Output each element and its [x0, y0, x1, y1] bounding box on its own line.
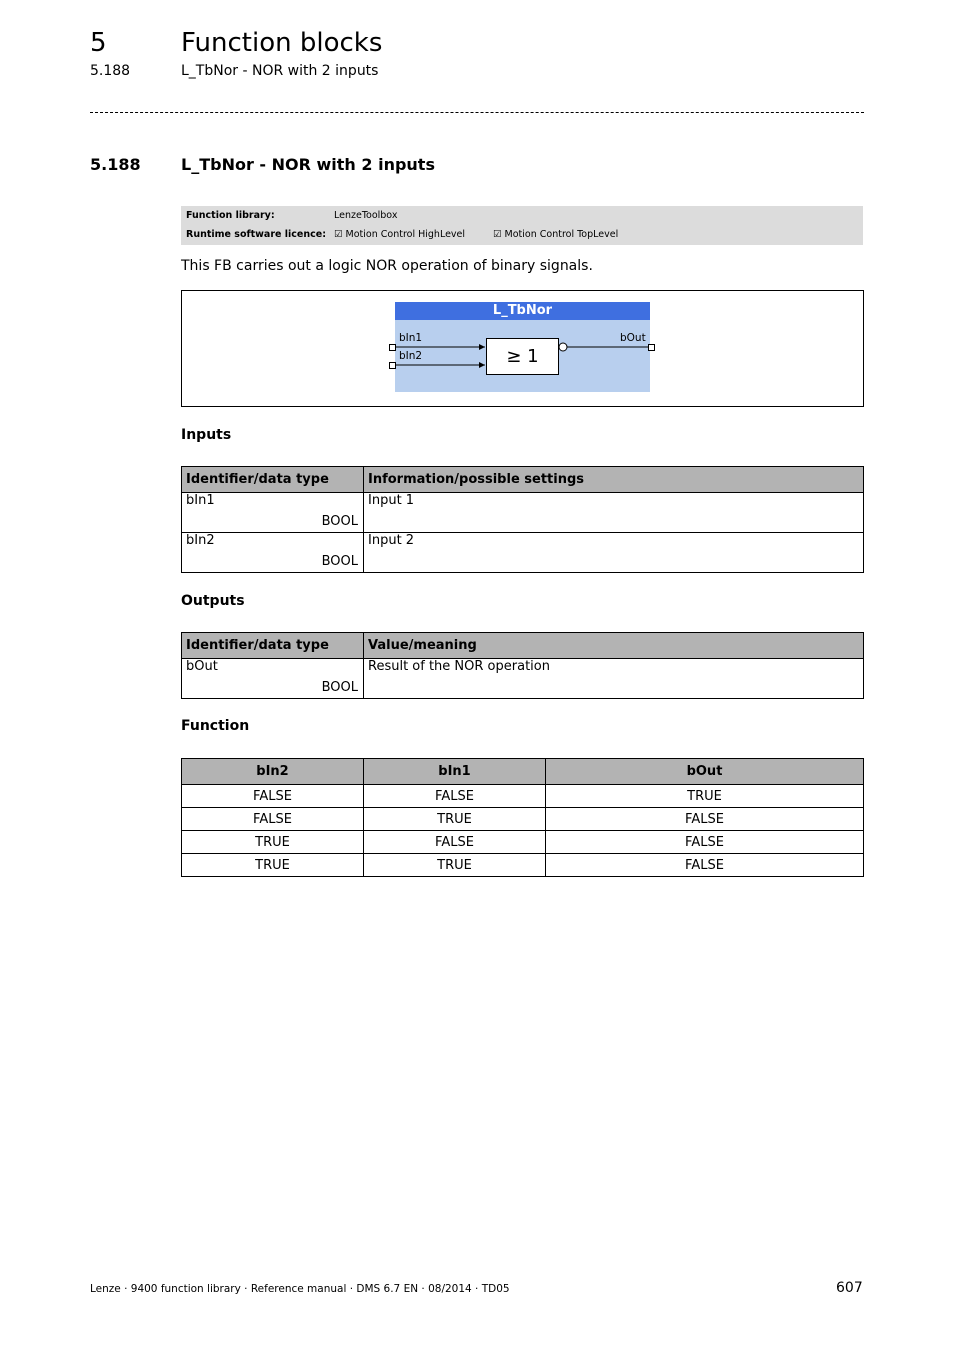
data-type: BOOL: [321, 514, 358, 529]
table-cell: FALSE: [182, 808, 364, 831]
section-title-header: L_TbNor - NOR with 2 inputs: [181, 63, 379, 79]
table-cell: TRUE: [182, 831, 364, 854]
table-header-row: [182, 633, 864, 659]
input1-terminal: [389, 344, 396, 351]
column-header: Information/possible settings: [364, 467, 864, 493]
column-header: bOut: [546, 759, 864, 785]
table-row: [182, 533, 864, 573]
chapter-number: 5: [90, 28, 107, 58]
identifier: bIn1: [186, 493, 215, 508]
info-cell: Input 1: [364, 493, 864, 533]
table-cell: FALSE: [182, 785, 364, 808]
table-cell: TRUE: [182, 854, 364, 877]
footer-text: Lenze · 9400 function library · Reference manual · DMS 6.7 EN · 08/2014 · TD05: [90, 1283, 510, 1295]
column-header: bIn2: [182, 759, 364, 785]
negation-circle: [559, 343, 567, 351]
table-row: [182, 808, 864, 831]
table-cell: FALSE: [364, 785, 546, 808]
identifier-cell: [182, 533, 364, 573]
identifier: bIn2: [186, 533, 215, 548]
function-heading: Function: [181, 718, 250, 734]
library-info-box: [181, 206, 863, 245]
section-number-header: 5.188: [90, 63, 131, 79]
table-cell: FALSE: [546, 808, 864, 831]
output-label: bOut: [620, 332, 646, 344]
input2-terminal: [389, 362, 396, 369]
heading-title: L_TbNor - NOR with 2 inputs: [181, 155, 435, 174]
table-cell: TRUE: [546, 785, 864, 808]
table-cell: TRUE: [364, 808, 546, 831]
identifier-cell: [182, 659, 364, 699]
table-row: [182, 831, 864, 854]
output-terminal: [648, 344, 655, 351]
identifier-cell: [182, 493, 364, 533]
nor-gate: ≥ 1: [486, 338, 559, 375]
heading-number: 5.188: [90, 155, 141, 174]
function-block-title: L_TbNor: [395, 302, 650, 320]
table-cell: FALSE: [546, 854, 864, 877]
runtime-licence-label: Runtime software licence:: [186, 229, 326, 240]
table-cell: FALSE: [546, 831, 864, 854]
function-library-label: Function library:: [186, 210, 275, 221]
info-cell: Input 2: [364, 533, 864, 573]
input1-arrow: [479, 344, 485, 350]
table-cell: FALSE: [364, 831, 546, 854]
column-header: Value/meaning: [364, 633, 864, 659]
column-header: bIn1: [364, 759, 546, 785]
intro-text: This FB carries out a logic NOR operation of binary signals.: [181, 258, 593, 274]
table-row: [182, 493, 864, 533]
input2-label: bIn2: [399, 350, 423, 362]
table-header-row: [182, 759, 864, 785]
header-divider: [90, 112, 864, 113]
column-header: Identifier/data type: [182, 467, 364, 493]
data-type: BOOL: [321, 680, 358, 695]
licence-toplevel: ☑ Motion Control TopLevel: [493, 229, 619, 240]
inputs-heading: Inputs: [181, 427, 232, 443]
identifier: bOut: [186, 659, 218, 674]
table-row: [182, 854, 864, 877]
chapter-title: Function blocks: [181, 28, 383, 58]
page-number: 607: [836, 1280, 863, 1296]
input1-label: bIn1: [399, 332, 423, 344]
inputs-table: [181, 466, 864, 573]
column-header: Identifier/data type: [182, 633, 364, 659]
info-cell: Result of the NOR operation: [364, 659, 864, 699]
table-header-row: [182, 467, 864, 493]
input2-arrow: [479, 362, 485, 368]
table-cell: TRUE: [364, 854, 546, 877]
table-row: [182, 659, 864, 699]
outputs-heading: Outputs: [181, 593, 245, 609]
data-type: BOOL: [321, 554, 358, 569]
table-row: [182, 785, 864, 808]
outputs-table: [181, 632, 864, 699]
licence-highlevel: ☑ Motion Control HighLevel: [334, 229, 466, 240]
function-library-value: LenzeToolbox: [334, 210, 398, 221]
truth-table: [181, 758, 864, 877]
